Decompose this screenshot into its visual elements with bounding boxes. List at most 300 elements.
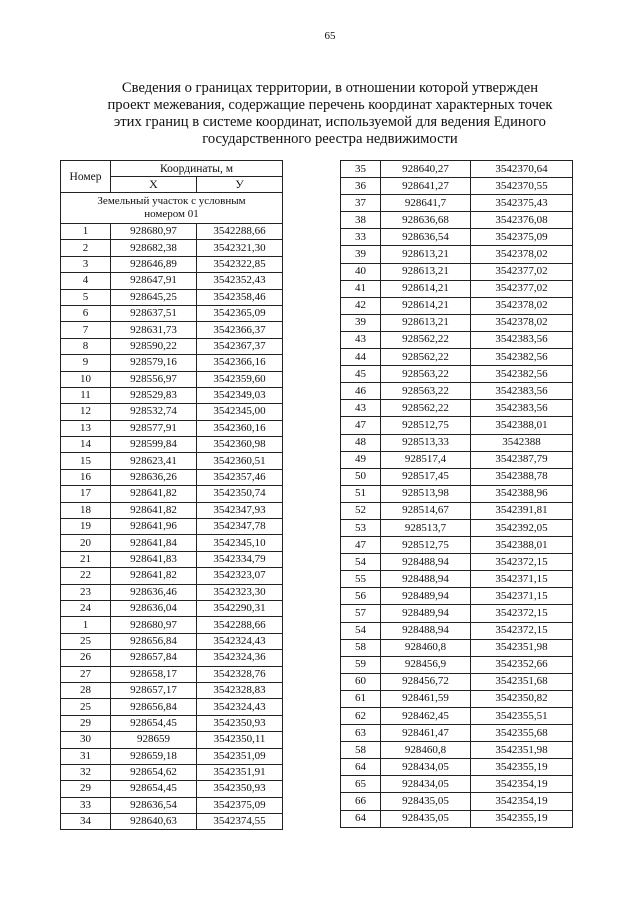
point-number-cell: 45 [341,366,381,383]
table-row [61,469,283,485]
table-row [61,748,283,764]
y-coordinate-cell: 3542392,05 [471,519,573,536]
x-coordinate-cell: 928435,05 [381,793,471,810]
page-number: 65 [324,30,336,42]
point-number-cell: 62 [341,708,381,725]
point-number-cell: 13 [61,420,111,436]
table-row [341,759,573,776]
point-number-cell: 49 [341,451,381,468]
y-coordinate-cell: 3542375,43 [471,195,573,212]
point-number-cell: 59 [341,656,381,673]
table-row [61,633,283,649]
point-number-cell: 32 [61,764,111,780]
x-coordinate-cell: 928512,75 [381,537,471,554]
y-coordinate-cell: 3542351,09 [197,748,283,764]
y-coordinate-cell: 3542370,55 [471,178,573,195]
y-coordinate-cell: 3542367,37 [197,338,283,354]
table-row [341,519,573,536]
table-row [61,420,283,436]
y-coordinate-cell: 3542360,98 [197,437,283,453]
table-row [61,256,283,272]
coordinates-table-right [340,160,573,828]
x-coordinate-cell: 928435,05 [381,810,471,827]
table-row [341,331,573,348]
y-coordinate-cell: 3542371,15 [471,571,573,588]
y-coordinate-cell: 3542321,30 [197,240,283,256]
y-coordinate-cell: 3542290,31 [197,600,283,616]
point-number-cell: 46 [341,383,381,400]
table-row [341,776,573,793]
table-row [341,554,573,571]
y-coordinate-cell: 3542288,66 [197,617,283,633]
table-row [61,535,283,551]
y-coordinate-cell: 3542357,46 [197,469,283,485]
x-coordinate-cell: 928460,8 [381,639,471,656]
table-row [341,161,573,178]
table-row [341,434,573,451]
point-number-cell: 30 [61,732,111,748]
x-coordinate-cell: 928658,17 [111,666,197,682]
y-coordinate-cell: 3542388,78 [471,468,573,485]
table-row [341,229,573,246]
point-number-cell: 11 [61,387,111,403]
table-row [341,178,573,195]
point-number-cell: 25 [61,699,111,715]
point-number-cell: 31 [61,748,111,764]
point-number-cell: 14 [61,437,111,453]
x-coordinate-cell: 928613,21 [381,246,471,263]
x-coordinate-cell: 928636,54 [381,229,471,246]
x-coordinate-cell: 928614,21 [381,280,471,297]
y-coordinate-cell: 3542354,19 [471,776,573,793]
table-row [61,732,283,748]
point-number-cell: 5 [61,289,111,305]
y-coordinate-cell: 3542349,03 [197,387,283,403]
table-row [341,605,573,622]
table-row [61,650,283,666]
point-number-cell: 52 [341,502,381,519]
x-coordinate-cell: 928682,38 [111,240,197,256]
table-row [341,690,573,707]
point-number-cell: 22 [61,568,111,584]
title-line: государственного реестра недвижимости [202,131,458,147]
point-number-cell: 18 [61,502,111,518]
title-line: этих границ в системе координат, используемой для ведения Единого [114,114,546,130]
point-number-cell: 35 [341,161,381,178]
point-number-cell: 39 [341,246,381,263]
point-number-cell: 36 [341,178,381,195]
x-coordinate-cell: 928556,97 [111,371,197,387]
y-coordinate-cell: 3542345,10 [197,535,283,551]
x-coordinate-cell: 928514,67 [381,502,471,519]
point-number-cell: 7 [61,322,111,338]
y-coordinate-cell: 3542322,85 [197,256,283,272]
y-coordinate-cell: 3542378,02 [471,297,573,314]
y-coordinate-cell: 3542350,11 [197,732,283,748]
point-number-cell: 2 [61,240,111,256]
point-number-cell: 39 [341,314,381,331]
x-coordinate-cell: 928562,22 [381,349,471,366]
x-coordinate-cell: 928641,83 [111,551,197,567]
y-coordinate-cell: 3542375,09 [197,797,283,813]
table-row [61,437,283,453]
x-coordinate-cell: 928613,21 [381,314,471,331]
point-number-cell: 38 [341,212,381,229]
y-coordinate-cell: 3542359,60 [197,371,283,387]
x-coordinate-cell: 928456,9 [381,656,471,673]
y-coordinate-cell: 3542388,96 [471,485,573,502]
y-coordinate-cell: 3542351,91 [197,764,283,780]
x-coordinate-cell: 928657,17 [111,682,197,698]
y-coordinate-cell: 3542328,83 [197,682,283,698]
x-coordinate-cell: 928647,91 [111,273,197,289]
y-coordinate-cell: 3542382,56 [471,349,573,366]
x-coordinate-cell: 928513,33 [381,434,471,451]
point-number-cell: 48 [341,434,381,451]
table-row [61,715,283,731]
y-coordinate-cell: 3542350,93 [197,715,283,731]
y-coordinate-cell: 3542371,15 [471,588,573,605]
x-coordinate-cell: 928563,22 [381,383,471,400]
x-coordinate-cell: 928659 [111,732,197,748]
title-line: Сведения о границах территории, в отношении которой утвержден [121,80,539,96]
y-coordinate-cell: 3542351,98 [471,639,573,656]
point-number-cell: 42 [341,297,381,314]
x-coordinate-cell: 928637,51 [111,305,197,321]
point-number-cell: 50 [341,468,381,485]
point-number-cell: 47 [341,537,381,554]
x-coordinate-cell: 928489,94 [381,588,471,605]
section-label: Земельный участок с условным номером 01 [61,193,283,224]
y-coordinate-cell: 3542383,56 [471,383,573,400]
point-number-cell: 21 [61,551,111,567]
y-coordinate-cell: 3542378,02 [471,314,573,331]
x-coordinate-cell: 928645,25 [111,289,197,305]
x-coordinate-cell: 928513,98 [381,485,471,502]
x-coordinate-cell: 928461,47 [381,725,471,742]
y-coordinate-cell: 3542355,19 [471,759,573,776]
point-number-cell: 63 [341,725,381,742]
y-coordinate-cell: 3542347,93 [197,502,283,518]
point-number-cell: 60 [341,673,381,690]
x-coordinate-cell: 928529,83 [111,387,197,403]
point-number-cell: 53 [341,519,381,536]
y-coordinate-cell: 3542352,43 [197,273,283,289]
x-coordinate-cell: 928636,26 [111,469,197,485]
table-row [61,797,283,813]
y-coordinate-cell: 3542351,68 [471,673,573,690]
table-row [61,814,283,830]
x-coordinate-cell: 928517,45 [381,468,471,485]
y-coordinate-cell: 3542350,93 [197,781,283,797]
section-row [61,193,283,224]
point-number-cell: 54 [341,554,381,571]
x-coordinate-cell: 928654,62 [111,764,197,780]
header-coordinates: Координаты, м [111,161,283,177]
point-number-cell: 12 [61,404,111,420]
table-row [61,338,283,354]
point-number-cell: 29 [61,715,111,731]
point-number-cell: 56 [341,588,381,605]
x-coordinate-cell: 928640,27 [381,161,471,178]
table-row [61,568,283,584]
table-row [61,551,283,567]
point-number-cell: 64 [341,759,381,776]
point-number-cell: 37 [341,195,381,212]
table-row [341,793,573,810]
y-coordinate-cell: 3542358,46 [197,289,283,305]
point-number-cell: 1 [61,224,111,240]
x-coordinate-cell: 928641,27 [381,178,471,195]
y-coordinate-cell: 3542374,55 [197,814,283,830]
y-coordinate-cell: 3542366,16 [197,355,283,371]
table-row [341,485,573,502]
x-coordinate-cell: 928654,45 [111,715,197,731]
x-coordinate-cell: 928641,7 [381,195,471,212]
y-coordinate-cell: 3542383,56 [471,400,573,417]
document-title [70,80,590,148]
table-row [61,355,283,371]
y-coordinate-cell: 3542345,00 [197,404,283,420]
point-number-cell: 6 [61,305,111,321]
table-row [341,451,573,468]
x-coordinate-cell: 928517,4 [381,451,471,468]
table-row [61,666,283,682]
x-coordinate-cell: 928636,54 [111,797,197,813]
point-number-cell: 44 [341,349,381,366]
point-number-cell: 8 [61,338,111,354]
header-number: Номер [61,161,111,193]
x-coordinate-cell: 928641,84 [111,535,197,551]
x-coordinate-cell: 928646,89 [111,256,197,272]
y-coordinate-cell: 3542355,68 [471,725,573,742]
table-row [61,502,283,518]
x-coordinate-cell: 928656,84 [111,633,197,649]
point-number-cell: 24 [61,600,111,616]
table-row [61,289,283,305]
y-coordinate-cell: 3542351,98 [471,742,573,759]
point-number-cell: 57 [341,605,381,622]
table-row [341,742,573,759]
table-row [341,280,573,297]
table-row [61,404,283,420]
table-row [341,366,573,383]
point-number-cell: 19 [61,519,111,535]
point-number-cell: 55 [341,571,381,588]
x-coordinate-cell: 928461,59 [381,690,471,707]
table-row [341,571,573,588]
x-coordinate-cell: 928640,63 [111,814,197,830]
x-coordinate-cell: 928488,94 [381,622,471,639]
x-coordinate-cell: 928641,82 [111,502,197,518]
point-number-cell: 1 [61,617,111,633]
point-number-cell: 9 [61,355,111,371]
y-coordinate-cell: 3542350,74 [197,486,283,502]
table-row [341,246,573,263]
table-row [61,240,283,256]
y-coordinate-cell: 3542355,51 [471,708,573,725]
x-coordinate-cell: 928562,22 [381,400,471,417]
table-row [61,699,283,715]
point-number-cell: 16 [61,469,111,485]
y-coordinate-cell: 3542324,43 [197,633,283,649]
table-row [61,486,283,502]
point-number-cell: 47 [341,417,381,434]
point-number-cell: 4 [61,273,111,289]
x-coordinate-cell: 928631,73 [111,322,197,338]
table-row [61,764,283,780]
table-row [61,273,283,289]
point-number-cell: 28 [61,682,111,698]
point-number-cell: 3 [61,256,111,272]
x-coordinate-cell: 928563,22 [381,366,471,383]
y-coordinate-cell: 3542323,30 [197,584,283,600]
point-number-cell: 54 [341,622,381,639]
x-coordinate-cell: 928489,94 [381,605,471,622]
table-row [341,656,573,673]
y-coordinate-cell: 3542350,82 [471,690,573,707]
y-coordinate-cell: 3542324,36 [197,650,283,666]
y-coordinate-cell: 3542372,15 [471,554,573,571]
point-number-cell: 41 [341,280,381,297]
y-coordinate-cell: 3542383,56 [471,331,573,348]
table-row [341,400,573,417]
point-number-cell: 15 [61,453,111,469]
y-coordinate-cell: 3542376,08 [471,212,573,229]
x-coordinate-cell: 928636,04 [111,600,197,616]
point-number-cell: 33 [341,229,381,246]
x-coordinate-cell: 928641,96 [111,519,197,535]
x-coordinate-cell: 928462,45 [381,708,471,725]
x-coordinate-cell: 928680,97 [111,224,197,240]
point-number-cell: 58 [341,639,381,656]
x-coordinate-cell: 928460,8 [381,742,471,759]
point-number-cell: 33 [61,797,111,813]
x-coordinate-cell: 928623,41 [111,453,197,469]
point-number-cell: 27 [61,666,111,682]
x-coordinate-cell: 928488,94 [381,571,471,588]
table-row [341,263,573,280]
x-coordinate-cell: 928659,18 [111,748,197,764]
x-coordinate-cell: 928654,45 [111,781,197,797]
point-number-cell: 40 [341,263,381,280]
y-coordinate-cell: 3542354,19 [471,793,573,810]
y-coordinate-cell: 3542388 [471,434,573,451]
x-coordinate-cell: 928512,75 [381,417,471,434]
y-coordinate-cell: 3542391,81 [471,502,573,519]
header-x: X [111,177,197,193]
y-coordinate-cell: 3542366,37 [197,322,283,338]
x-coordinate-cell: 928641,82 [111,486,197,502]
table-row [341,673,573,690]
y-coordinate-cell: 3542360,51 [197,453,283,469]
y-coordinate-cell: 3542360,16 [197,420,283,436]
table-row [61,617,283,633]
y-coordinate-cell: 3542323,07 [197,568,283,584]
table-row [61,322,283,338]
x-coordinate-cell: 928657,84 [111,650,197,666]
header-y: У [197,177,283,193]
table-row [61,682,283,698]
table-row [341,314,573,331]
x-coordinate-cell: 928680,97 [111,617,197,633]
table-row [341,537,573,554]
y-coordinate-cell: 3542328,76 [197,666,283,682]
y-coordinate-cell: 3542365,09 [197,305,283,321]
x-coordinate-cell: 928562,22 [381,331,471,348]
y-coordinate-cell: 3542288,66 [197,224,283,240]
table-row [341,725,573,742]
table-row [341,349,573,366]
point-number-cell: 34 [61,814,111,830]
point-number-cell: 65 [341,776,381,793]
x-coordinate-cell: 928579,16 [111,355,197,371]
point-number-cell: 17 [61,486,111,502]
point-number-cell: 23 [61,584,111,600]
point-number-cell: 10 [61,371,111,387]
y-coordinate-cell: 3542388,01 [471,417,573,434]
x-coordinate-cell: 928636,46 [111,584,197,600]
point-number-cell: 43 [341,331,381,348]
y-coordinate-cell: 3542378,02 [471,246,573,263]
point-number-cell: 25 [61,633,111,649]
y-coordinate-cell: 3542387,79 [471,451,573,468]
y-coordinate-cell: 3542347,78 [197,519,283,535]
table-row [61,305,283,321]
coordinates-table-left [60,160,283,830]
x-coordinate-cell: 928488,94 [381,554,471,571]
point-number-cell: 43 [341,400,381,417]
y-coordinate-cell: 3542334,79 [197,551,283,567]
point-number-cell: 20 [61,535,111,551]
x-coordinate-cell: 928636,68 [381,212,471,229]
table-row [61,519,283,535]
point-number-cell: 29 [61,781,111,797]
y-coordinate-cell: 3542377,02 [471,280,573,297]
table-row [61,224,283,240]
table-row [61,781,283,797]
table-row [61,453,283,469]
table-row [61,600,283,616]
table-row [61,584,283,600]
y-coordinate-cell: 3542370,64 [471,161,573,178]
y-coordinate-cell: 3542382,56 [471,366,573,383]
point-number-cell: 51 [341,485,381,502]
table-row [341,417,573,434]
y-coordinate-cell: 3542352,66 [471,656,573,673]
x-coordinate-cell: 928613,21 [381,263,471,280]
x-coordinate-cell: 928641,82 [111,568,197,584]
y-coordinate-cell: 3542377,02 [471,263,573,280]
table-row [341,639,573,656]
x-coordinate-cell: 928656,84 [111,699,197,715]
table-row [341,502,573,519]
table-row [341,383,573,400]
point-number-cell: 61 [341,690,381,707]
x-coordinate-cell: 928590,22 [111,338,197,354]
y-coordinate-cell: 3542355,19 [471,810,573,827]
table-row [61,387,283,403]
table-row [341,468,573,485]
x-coordinate-cell: 928456,72 [381,673,471,690]
point-number-cell: 66 [341,793,381,810]
table-row [341,297,573,314]
y-coordinate-cell: 3542375,09 [471,229,573,246]
point-number-cell: 64 [341,810,381,827]
table-row [341,588,573,605]
table-row [341,195,573,212]
x-coordinate-cell: 928614,21 [381,297,471,314]
